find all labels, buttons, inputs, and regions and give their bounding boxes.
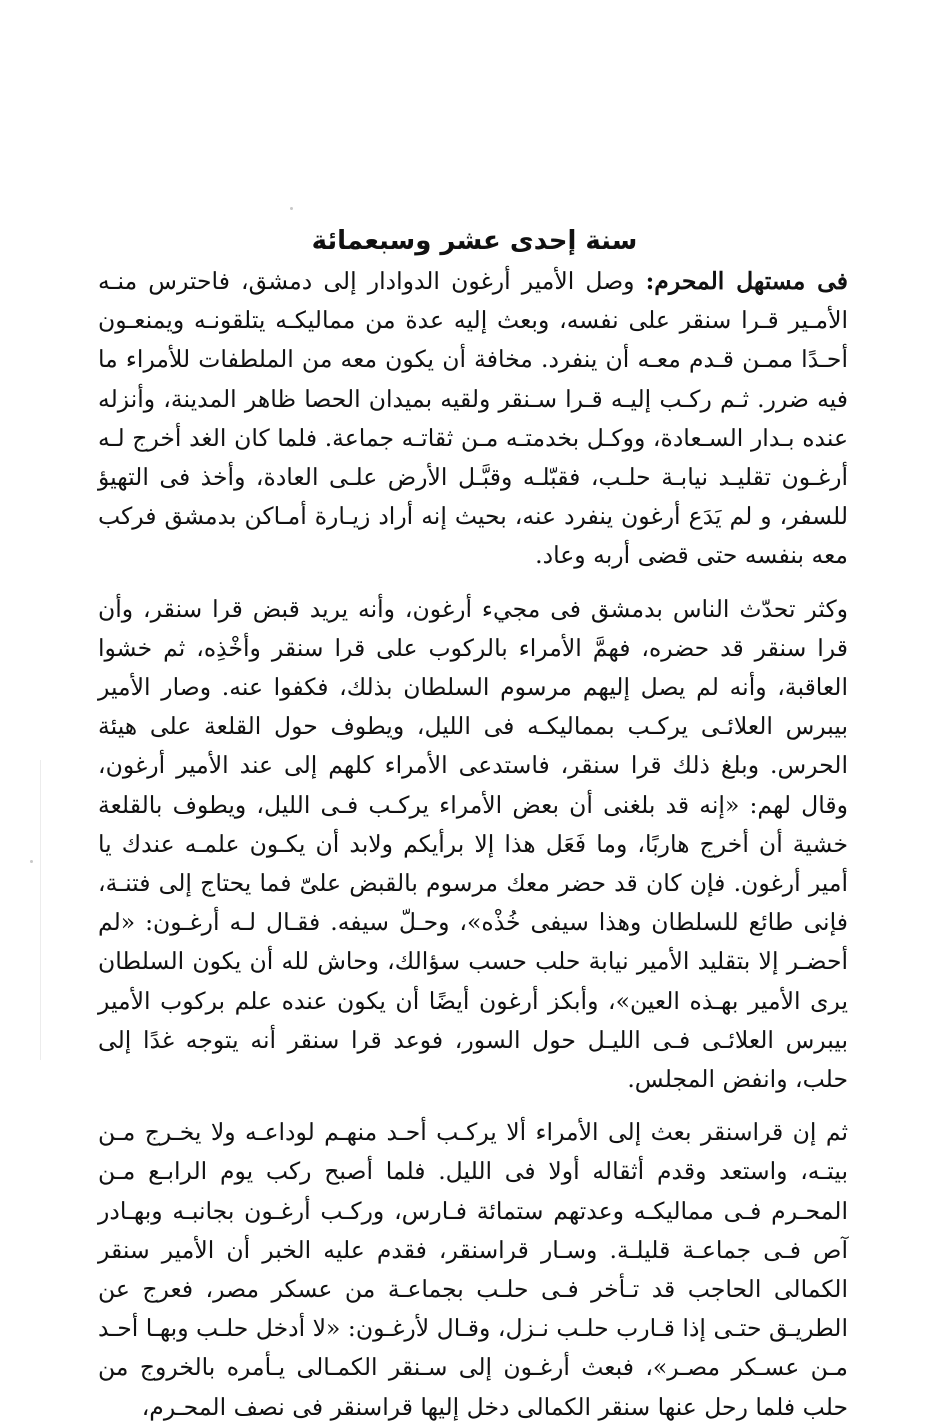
page-title: سنة إحدى عشر وسبعمائة — [311, 226, 638, 257]
scan-speck — [290, 207, 293, 210]
paragraph-text: وكثر تحدّث الناس بدمشق فى مجيء أرغون، وأنه يريد قبض قرا سنقر، وأن قرا سنقر قد حضره، فهمَّ الأمراء بالركوب على قرا سنقر وأخْذِه، ثم خشوا العاقبة، وأنه لم يصل إليهم مرسوم السلطان بذلك، فكفوا عنه. وصار الأمير بيبرس العلائـى يركـب بمماليكـه فى الليل، ويطوف حول القلعة على هيئة الحرس. وبلغ ذلك قرا سنقر، فاستدعى الأمراء كلهم إلى عند الأمير أرغون، وقال لهم: «إنه قد بلغنى أن بعض الأمراء يركـب فـى الليل، ويطوف بالقلعة خشية أن أخرج هاربًا، وما فَعَل هذا إلا برأيكم ولابد أن يكـون علمـه عندك يا أمير أرغون. فإن كان قد حضر معك مرسوم بالقبض علىّ فما يحتاج إلى فتنـة، فإنى طائع للسلطان وهذا سيفى خُذْه»، وحـلّ سيفه. فقـال لـه أرغـون: «لم أحضـر إلا بتقليد الأمير نيابة حلب حسب سؤالك، وحاش لله أن يكون السلطان يرى الأمير بهـذه العين»، وأبكز أرغون أيضًا أن يكون عنده علم بركوب الأمير بيبرس العلائـى فـى الليـل حول السور، فوعد قرا سنقر أنه يتوجه غدًا إلى حلب، وانفض المجلس. — [98, 594, 848, 1094]
scan-speck — [30, 860, 33, 863]
paragraph-2 — [98, 590, 848, 1100]
paragraph-1 — [98, 262, 848, 576]
paragraph-text: وصل الأمير أرغون الدوادار إلى دمشق، فاحترس منـه الأمـير قـرا سنقر على نفسه، وبعث إليه عدة من مماليكـه يتلقونـه ويمنعـون أحـدًا ممـن قـدم معـه أن ينفرد. مخافة أن يكون معه من الملطفات للأمراء ما فيه ضرر. ثـم ركـب إليـه قـرا سـنقر ولقيه بميدان الحصا ظاهر المدينة، وأنزله عنده بـدار السـعادة، ووكـل بخدمتـه مـن ثقاتـه جماعة. فلما كان الغد أخرج لـه أرغـون تقليـد نيابـة حلـب، فقبّلـه وقبَّـل الأرض علـى العادة، وأخذ فى التهيؤ للسفر، و لم يَدَع أرغون ينفرد عنه، بحيث إنه أراد زيـارة أمـاكن بدمشق فركب معه بنفسه حتى قضى أربه وعاد. — [98, 267, 848, 570]
paragraph-lead: فى مستهل المحرم: — [645, 267, 848, 295]
scan-margin-line — [40, 760, 41, 1060]
text-body — [98, 262, 848, 1427]
paragraph-3 — [98, 1113, 848, 1427]
paragraph-text: ثم إن قراسنقر بعث إلى الأمراء ألا يركـب أحـد منهـم لوداعـه ولا يخـرج مـن بيتـه، واستعد وقدم أثقاله أولا فى الليل. فلما أصبح ركب يوم الرابـع مـن المحـرم فـى مماليكـه وعدتهم ستمائة فـارس، وركـب أرغـون بجانبـه وبهـادر آص فـى جماعـة قليلـة. وسـار قراسنقر، فقدم عليه الخبر أن الأمير سنقر الكمالى الحاجب قد تـأخر فـى حلـب بجماعـة من عسكر مصر، فعرج عن الطريـق حتـى إذا قـارب حلـب نـزل، وقـال لأرغـون: «لا أدخل حلـب وبهـا أحـد مـن عسـكر مصـر»، فبعث أرغـون إلى سـنقر الكمـالى يـأمره بالخروج من حلب فلما رحل عنها سنقر الكمالى دخل إليها قراسنقر فى نصف المحـرم، — [98, 1118, 848, 1421]
